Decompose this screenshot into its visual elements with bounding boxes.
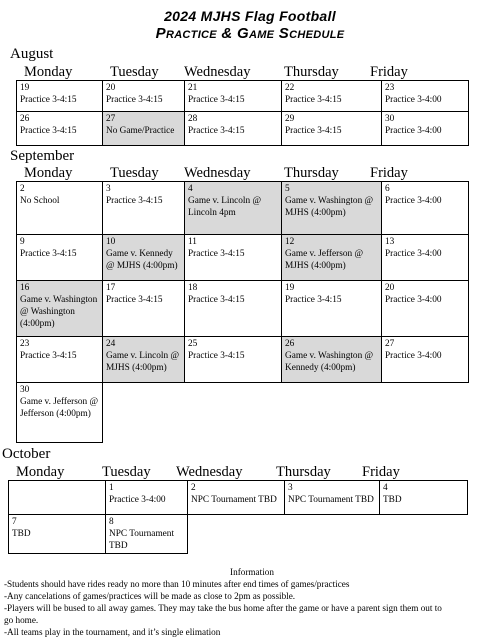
day-number: 23	[385, 83, 395, 93]
calendar-october	[8, 480, 468, 554]
empty-cell	[382, 383, 469, 443]
day-event: Practice 3-4:00	[385, 249, 442, 259]
day-number: 2	[20, 184, 25, 194]
month-label-october: October	[2, 446, 51, 462]
empty-cell	[285, 515, 380, 554]
day-cell-2	[188, 481, 285, 515]
day-event: Practice 3-4:15	[106, 295, 163, 305]
information-line: -Players will be bused to all away games. They may take the bus home after the game or have a parent sign them out to	[4, 603, 442, 613]
day-number: 19	[20, 83, 30, 93]
day-cell-4	[380, 481, 468, 515]
day-cell-19	[17, 81, 103, 112]
information-line: -Any cancelations of games/practices will be made as close to 2pm as possible.	[4, 591, 296, 601]
day-event: Game v. Jefferson @ Jefferson (4:00pm)	[20, 397, 99, 419]
day-number: 3	[106, 184, 111, 194]
day-event: Practice 3-4:15	[20, 95, 77, 105]
day-event: Practice 3-4:15	[20, 249, 77, 259]
day-event: Practice 3-4:15	[285, 126, 342, 136]
day-event: NPC Tournament TBD	[109, 529, 175, 551]
day-header-wednesday: Wednesday	[184, 165, 251, 181]
day-event: Game v. Washington @ MJHS (4:00pm)	[285, 196, 374, 218]
information-line: go home.	[4, 615, 39, 625]
day-cell-29	[282, 112, 382, 146]
information-line: -All teams play in the tournament, and it’s single elimation	[4, 627, 221, 637]
day-header-monday: Monday	[24, 64, 73, 80]
day-cell-18	[185, 281, 282, 337]
day-cell-16	[17, 281, 103, 337]
week-row	[17, 81, 469, 112]
day-cell-28	[185, 112, 282, 146]
week-row	[17, 337, 469, 383]
day-cell-13	[382, 235, 469, 281]
day-cell-7	[9, 515, 106, 554]
day-number: 10	[106, 237, 116, 247]
day-number: 26	[285, 339, 295, 349]
information-section	[4, 566, 500, 638]
day-cell-30	[382, 112, 469, 146]
day-cell-21	[185, 81, 282, 112]
day-number: 5	[285, 184, 290, 194]
day-event: Practice 3-4:15	[106, 95, 163, 105]
day-event: Practice 3-4:00	[385, 295, 442, 305]
day-cell-23	[17, 337, 103, 383]
title-line-1: 2024 MJHS Flag Football	[164, 8, 336, 24]
day-cell-19	[282, 281, 382, 337]
day-cell-20	[382, 281, 469, 337]
day-event: Practice 3-4:15	[106, 196, 163, 206]
empty-cell	[103, 383, 185, 443]
calendar-august	[16, 80, 469, 146]
day-event: Practice 3-4:15	[188, 351, 245, 361]
day-number: 30	[20, 385, 30, 395]
day-number: 25	[188, 339, 198, 349]
day-cell-3	[285, 481, 380, 515]
day-cell-blank	[9, 481, 106, 515]
title-line-2: Practice & Game Schedule	[155, 25, 345, 42]
day-number: 4	[188, 184, 193, 194]
day-cell-26	[17, 112, 103, 146]
week-row	[17, 112, 469, 146]
day-cell-22	[282, 81, 382, 112]
day-cell-12	[282, 235, 382, 281]
day-event: TBD	[12, 529, 31, 539]
day-event: Practice 3-4:15	[20, 351, 77, 361]
day-number: 2	[191, 483, 196, 493]
day-event: Practice 3-4:00	[385, 126, 442, 136]
day-cell-4	[185, 182, 282, 235]
day-header-thursday: Thursday	[284, 165, 339, 181]
month-label-september: September	[10, 148, 75, 164]
day-number: 29	[285, 114, 295, 124]
day-number: 4	[383, 483, 388, 493]
day-number: 3	[288, 483, 293, 493]
day-cell-27	[382, 337, 469, 383]
day-event: TBD	[383, 495, 402, 505]
empty-cell	[282, 383, 382, 443]
day-cell-25	[185, 337, 282, 383]
week-row	[17, 281, 469, 337]
day-number: 16	[20, 283, 30, 293]
day-event: No School	[20, 196, 60, 206]
day-event: Game v. Washington @ Washington (4:00pm)	[20, 295, 98, 329]
day-event: Game v. Jefferson @ MJHS (4:00pm)	[285, 249, 364, 271]
day-number: 23	[20, 339, 30, 349]
day-cell-6	[382, 182, 469, 235]
day-event: Practice 3-4:00	[385, 95, 442, 105]
day-cell-20	[103, 81, 185, 112]
day-event: Game v. Lincoln @ Lincoln 4pm	[188, 196, 262, 218]
day-number: 28	[188, 114, 198, 124]
week-row	[17, 383, 469, 443]
day-cell-17	[103, 281, 185, 337]
day-number: 20	[106, 83, 116, 93]
week-row	[17, 235, 469, 281]
week-row	[9, 515, 468, 554]
day-number: 26	[20, 114, 30, 124]
day-event: Practice 3-4:15	[285, 295, 342, 305]
day-cell-3	[103, 182, 185, 235]
day-cell-2	[17, 182, 103, 235]
day-event: Practice 3-4:15	[188, 95, 245, 105]
day-cell-11	[185, 235, 282, 281]
day-event: Game v. Kennedy @ MJHS (4:00pm)	[106, 249, 178, 271]
day-number: 21	[188, 83, 198, 93]
day-header-friday: Friday	[362, 464, 400, 480]
day-event: Game v. Lincoln @ MJHS (4:00pm)	[106, 351, 180, 373]
day-cell-5	[282, 182, 382, 235]
empty-cell	[380, 515, 468, 554]
day-cell-8	[106, 515, 188, 554]
week-row	[17, 182, 469, 235]
day-header-monday: Monday	[16, 464, 65, 480]
day-event: Practice 3-4:15	[285, 95, 342, 105]
day-cell-26	[282, 337, 382, 383]
day-event: Practice 3-4:00	[109, 495, 166, 505]
week-row	[9, 481, 468, 515]
day-cell-24	[103, 337, 185, 383]
day-header-tuesday: Tuesday	[110, 64, 159, 80]
month-label-august: August	[10, 46, 54, 62]
information-lines	[4, 578, 500, 638]
information-title: Information	[230, 567, 274, 577]
day-number: 27	[385, 339, 395, 349]
day-number: 18	[188, 283, 198, 293]
day-header-wednesday: Wednesday	[176, 464, 243, 480]
day-event: Practice 3-4:15	[20, 126, 77, 136]
day-event: Practice 3-4:15	[188, 126, 245, 136]
day-header-monday: Monday	[24, 165, 73, 181]
day-header-wednesday: Wednesday	[184, 64, 251, 80]
day-number: 27	[106, 114, 116, 124]
day-number: 1	[109, 483, 114, 493]
day-number: 13	[385, 237, 395, 247]
day-cell-9	[17, 235, 103, 281]
day-event: Game v. Washington @ Kennedy (4:00pm)	[285, 351, 374, 373]
day-cell-30	[17, 383, 103, 443]
day-cell-23	[382, 81, 469, 112]
day-cell-27	[103, 112, 185, 146]
day-cell-10	[103, 235, 185, 281]
day-number: 8	[109, 517, 114, 527]
day-number: 9	[20, 237, 25, 247]
day-number: 20	[385, 283, 395, 293]
calendar-september	[16, 181, 469, 443]
day-event: Practice 3-4:15	[188, 249, 245, 259]
day-header-thursday: Thursday	[284, 64, 339, 80]
day-event: NPC Tournament TBD	[191, 495, 277, 505]
day-number: 11	[188, 237, 197, 247]
day-header-friday: Friday	[370, 165, 408, 181]
day-number: 6	[385, 184, 390, 194]
day-header-tuesday: Tuesday	[102, 464, 151, 480]
day-number: 24	[106, 339, 116, 349]
day-number: 30	[385, 114, 395, 124]
day-header-thursday: Thursday	[276, 464, 331, 480]
day-number: 17	[106, 283, 116, 293]
day-number: 22	[285, 83, 295, 93]
empty-cell	[188, 515, 285, 554]
day-event: Practice 3-4:15	[188, 295, 245, 305]
day-event: No Game/Practice	[106, 126, 175, 136]
day-event: NPC Tournament TBD	[288, 495, 374, 505]
day-event: Practice 3-4:00	[385, 196, 442, 206]
day-header-tuesday: Tuesday	[110, 165, 159, 181]
day-header-friday: Friday	[370, 64, 408, 80]
empty-cell	[185, 383, 282, 443]
day-number: 7	[12, 517, 17, 527]
information-line: -Students should have rides ready no more than 10 minutes after end times of games/practices	[4, 579, 350, 589]
day-number: 12	[285, 237, 295, 247]
day-event: Practice 3-4:00	[385, 351, 442, 361]
day-number: 19	[285, 283, 295, 293]
day-cell-1	[106, 481, 188, 515]
